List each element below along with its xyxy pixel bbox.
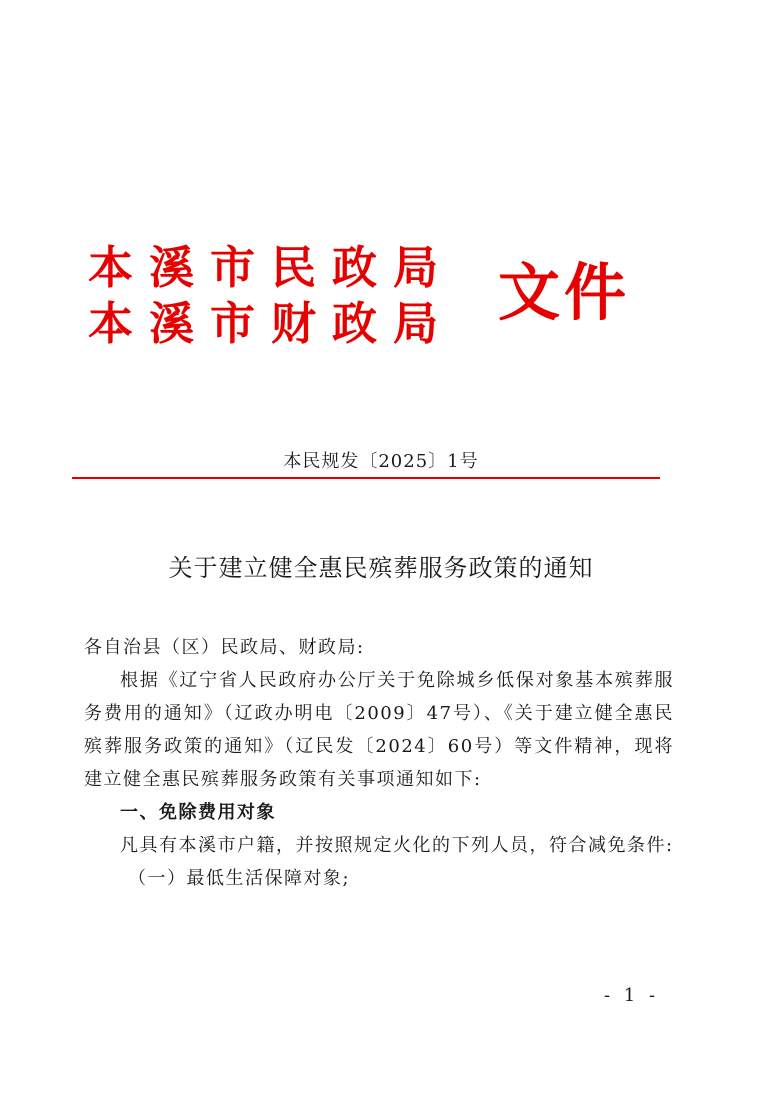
- issuing-org-finance: 本溪市财政局: [88, 297, 455, 350]
- list-item: （一）最低生活保障对象;: [128, 868, 351, 889]
- document-body: [84, 631, 674, 895]
- page-number: - 1 -: [604, 985, 660, 1006]
- section-heading: 一、免除费用对象: [120, 802, 276, 823]
- document-header: [88, 238, 648, 358]
- document-title: 关于建立健全惠民殡葬服务政策的通知: [168, 554, 594, 582]
- body-paragraph: 凡具有本溪市户籍，并按照规定火化的下列人员，符合减免条件:: [120, 835, 674, 856]
- issuing-org-civil-affairs: 本溪市民政局: [88, 241, 455, 294]
- red-divider-line: [72, 477, 660, 479]
- salutation: 各自治县（区）民政局、财政局:: [84, 637, 365, 658]
- document-label: 文件: [498, 256, 631, 329]
- body-paragraph: 根据《辽宁省人民政府办公厅关于免除城乡低保对象基本殡葬服务费用的通知》（辽政办明电〔2009〕47号）、《关于建立健全惠民殡葬服务政策的通知》（辽民发〔2024〕60号）等文件精神，现将建立健全惠民殡葬服务政策有关事项通知如下:: [84, 670, 674, 790]
- document-number: 本民规发〔2025〕1号: [283, 451, 479, 472]
